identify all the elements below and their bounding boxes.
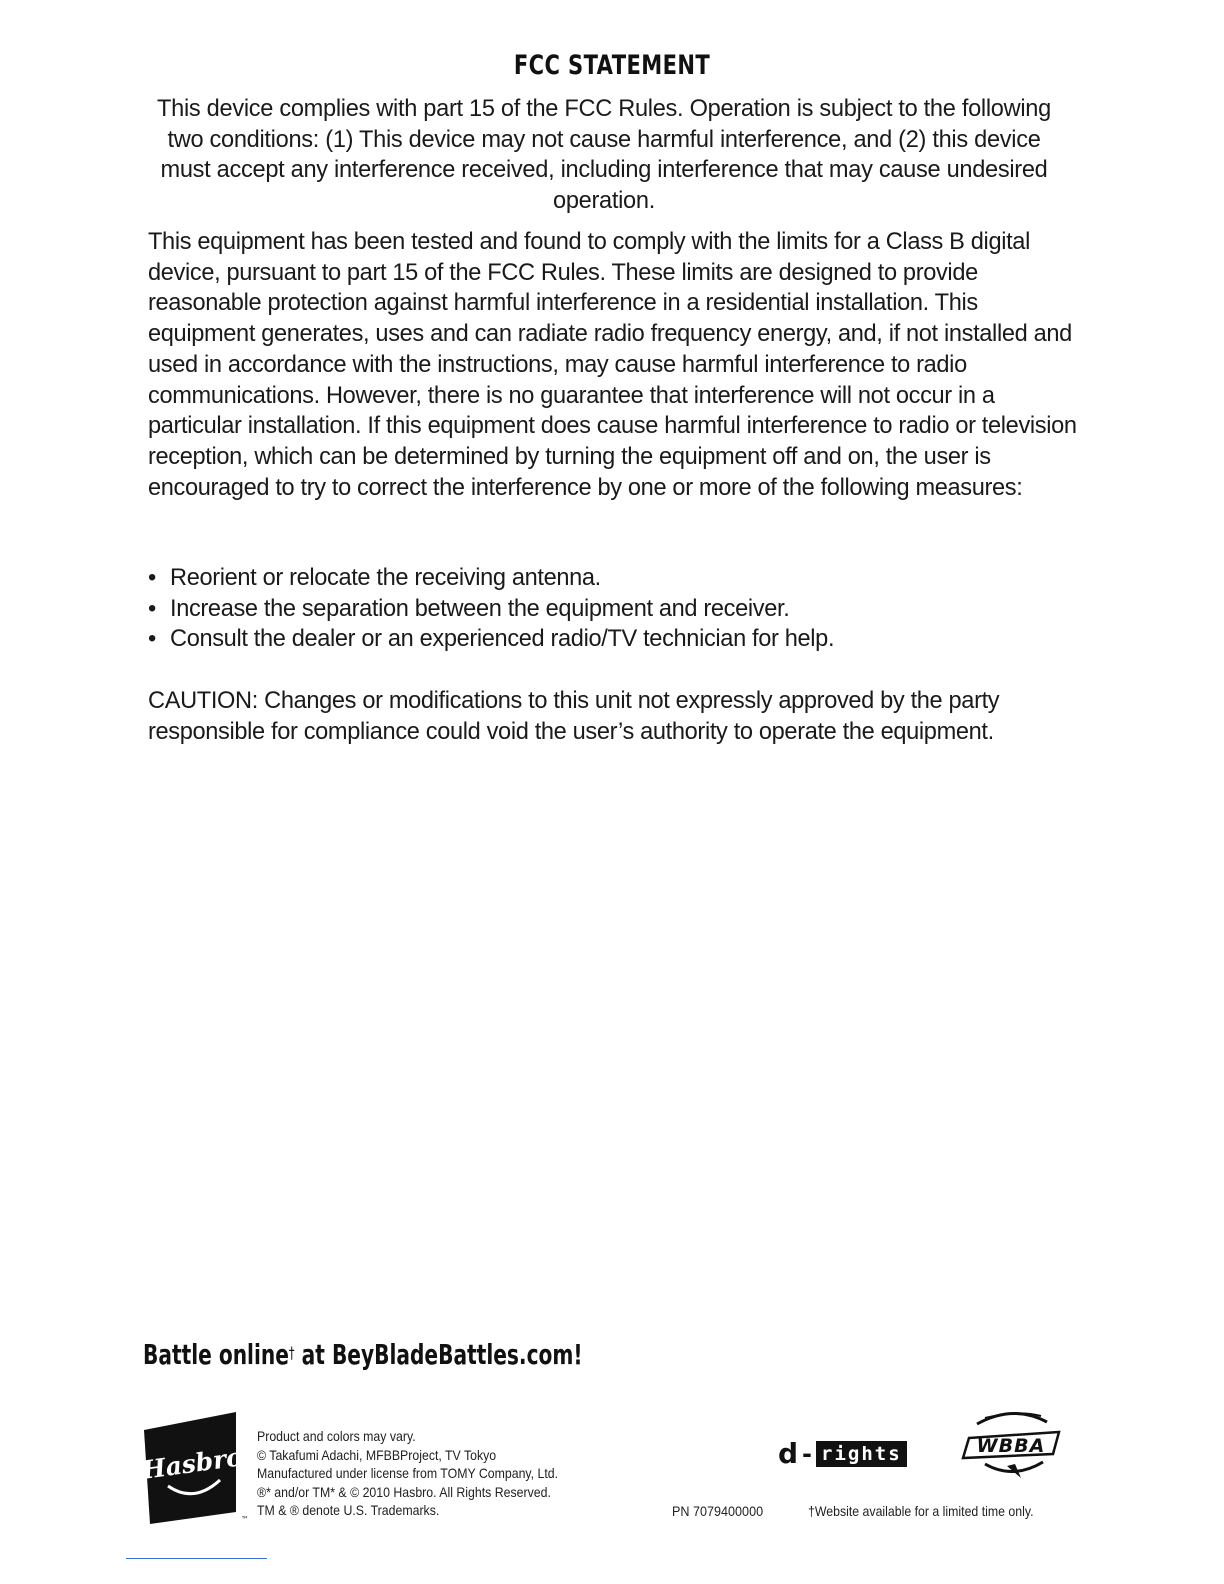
- wbba-logo: [955, 1408, 1065, 1480]
- fcc-class-b-paragraph: This equipment has been tested and found to comply with the limits for a Class B digital device, pursuant to part 15 of the FCC Rules. These limits are designed to provide reasonable protection against harmful interference in a residential installation. This equipment generates, uses and can radiate radio frequency energy, and, if not installed and used in accordance with the instructions, may cause harmful interference to radio communications. However, there is no guarantee that interference will not occur in a particular installation. If this equipment does cause harmful interference to radio or television reception, which can be determined by turning the equipment off and on, the user is encouraged to try to correct the interference by one or more of the following measures:: [148, 229, 1077, 501]
- list-item: [148, 594, 1078, 625]
- d-rights-logo: [778, 1437, 907, 1470]
- caution-paragraph: CAUTION: Changes or modifications to this unit not expressly approved by the party responsible for compliance could void the user’s authority to operate the equipment.: [148, 688, 1000, 745]
- part-number: PN 7079400000: [672, 1503, 764, 1519]
- measure-text: Increase the separation between the equipment and receiver.: [170, 595, 790, 622]
- hasbro-tm-mark: ™: [241, 1515, 249, 1524]
- measure-text: Consult the dealer or an experienced radio/TV technician for help.: [170, 626, 835, 653]
- bullet-marker: •: [148, 626, 156, 653]
- hasbro-logo: [138, 1408, 248, 1526]
- bottom-divider: [126, 1558, 267, 1559]
- hasbro-wordmark: Hasbro: [140, 1442, 245, 1485]
- measures-list: [148, 563, 1078, 655]
- promo-tagline: [143, 1338, 583, 1371]
- measure-text: Reorient or relocate the receiving antenna.: [170, 565, 601, 591]
- legal-notice: [257, 1427, 653, 1520]
- list-item: [148, 563, 1078, 594]
- legal-line: Product and colors may vary.: [257, 1428, 416, 1444]
- wbba-wordmark: WBBA: [976, 1435, 1046, 1457]
- page-title: FCC STATEMENT: [513, 50, 711, 81]
- dagger-mark: †: [288, 1343, 295, 1362]
- d-rights-dash: -: [802, 1440, 813, 1468]
- list-item: [148, 624, 1078, 655]
- website-note: †Website available for a limited time only.: [808, 1503, 1034, 1519]
- d-rights-d: d: [778, 1437, 799, 1470]
- bullet-marker: •: [148, 565, 156, 591]
- promo-prefix: Battle online: [143, 1338, 289, 1371]
- d-rights-box: rights: [816, 1441, 907, 1467]
- promo-suffix: at BeyBladeBattles.com!: [294, 1338, 583, 1371]
- legal-line: TM & ® denote U.S. Trademarks.: [257, 1502, 440, 1519]
- legal-line: © Takafumi Adachi, MFBBProject, TV Tokyo: [257, 1446, 497, 1463]
- fcc-conditions-paragraph: This device complies with part 15 of the FCC Rules. Operation is subject to the following two conditions: (1) This device may not cause harmful interference, and (2) this device must accept any interference received, including interference that may cause undesired operation.: [157, 96, 1051, 215]
- bullet-marker: •: [148, 595, 156, 622]
- legal-line: Manufactured under license from TOMY Company, Ltd.: [257, 1465, 559, 1482]
- legal-line: ®* and/or TM* & © 2010 Hasbro. All Rights Reserved.: [257, 1483, 551, 1500]
